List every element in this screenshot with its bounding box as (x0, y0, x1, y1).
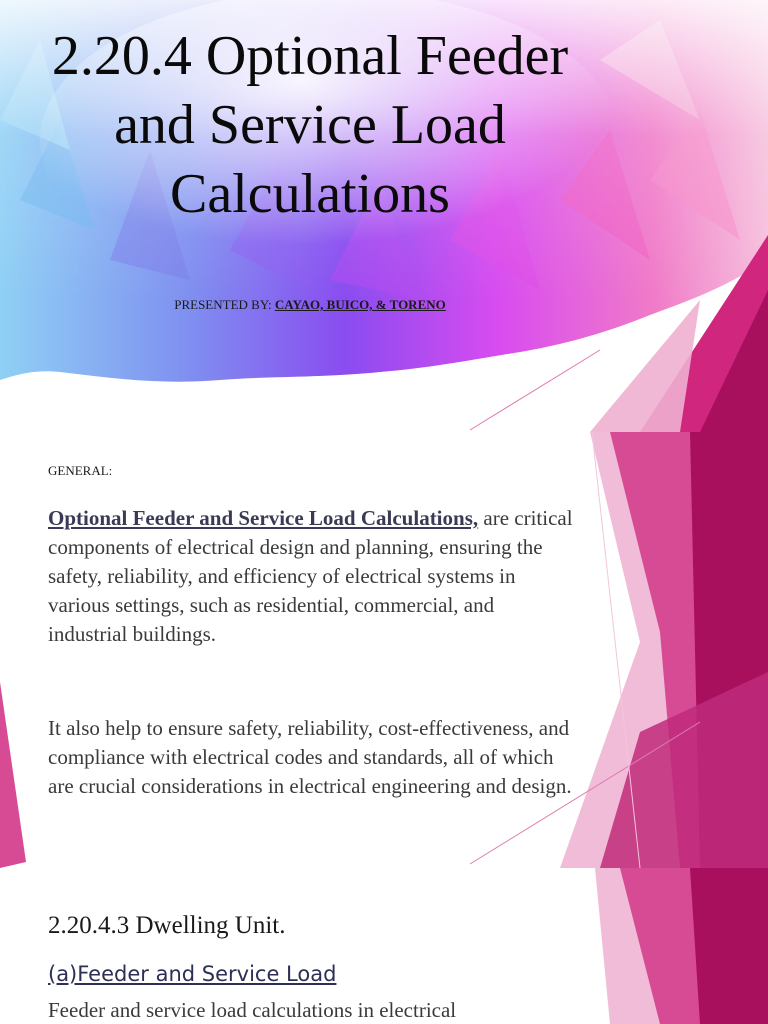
paragraph-1 (48, 504, 578, 649)
slide-title: 2.20.4 Optional Feeder and Service Load Calculations (51, 25, 569, 225)
section-label: GENERAL: (48, 463, 113, 478)
presented-by-label: PRESENTED BY: (174, 297, 272, 312)
presenters-line (0, 297, 620, 313)
title-slide (0, 0, 768, 432)
magenta-facets-decoration (0, 432, 768, 868)
subsection-heading: (a)Feeder and Service Load (48, 962, 337, 986)
presenter-names: CAYAO, BUICO, & TORENO (274, 297, 446, 312)
lead-term: Optional Feeder and Service Load Calculations, (48, 506, 479, 530)
paragraph-2: It also help to ensure safety, reliability, cost-effectiveness, and compliance with electrical codes and standards, all of which are crucial considerations in electrical engineering and design. (48, 716, 572, 798)
body-text: Feeder and service load calculations in electrical (48, 998, 457, 1022)
section-heading: 2.20.4.3 Dwelling Unit. (48, 912, 286, 939)
dwelling-unit-slide (0, 868, 768, 1024)
general-slide (0, 432, 768, 868)
paragraph-1-text: are critical components of electrical design and planning, ensuring the safety, reliability, and efficiency of electrical systems in various settings, such as residential, commercial, and industrial buildings. (48, 506, 573, 646)
